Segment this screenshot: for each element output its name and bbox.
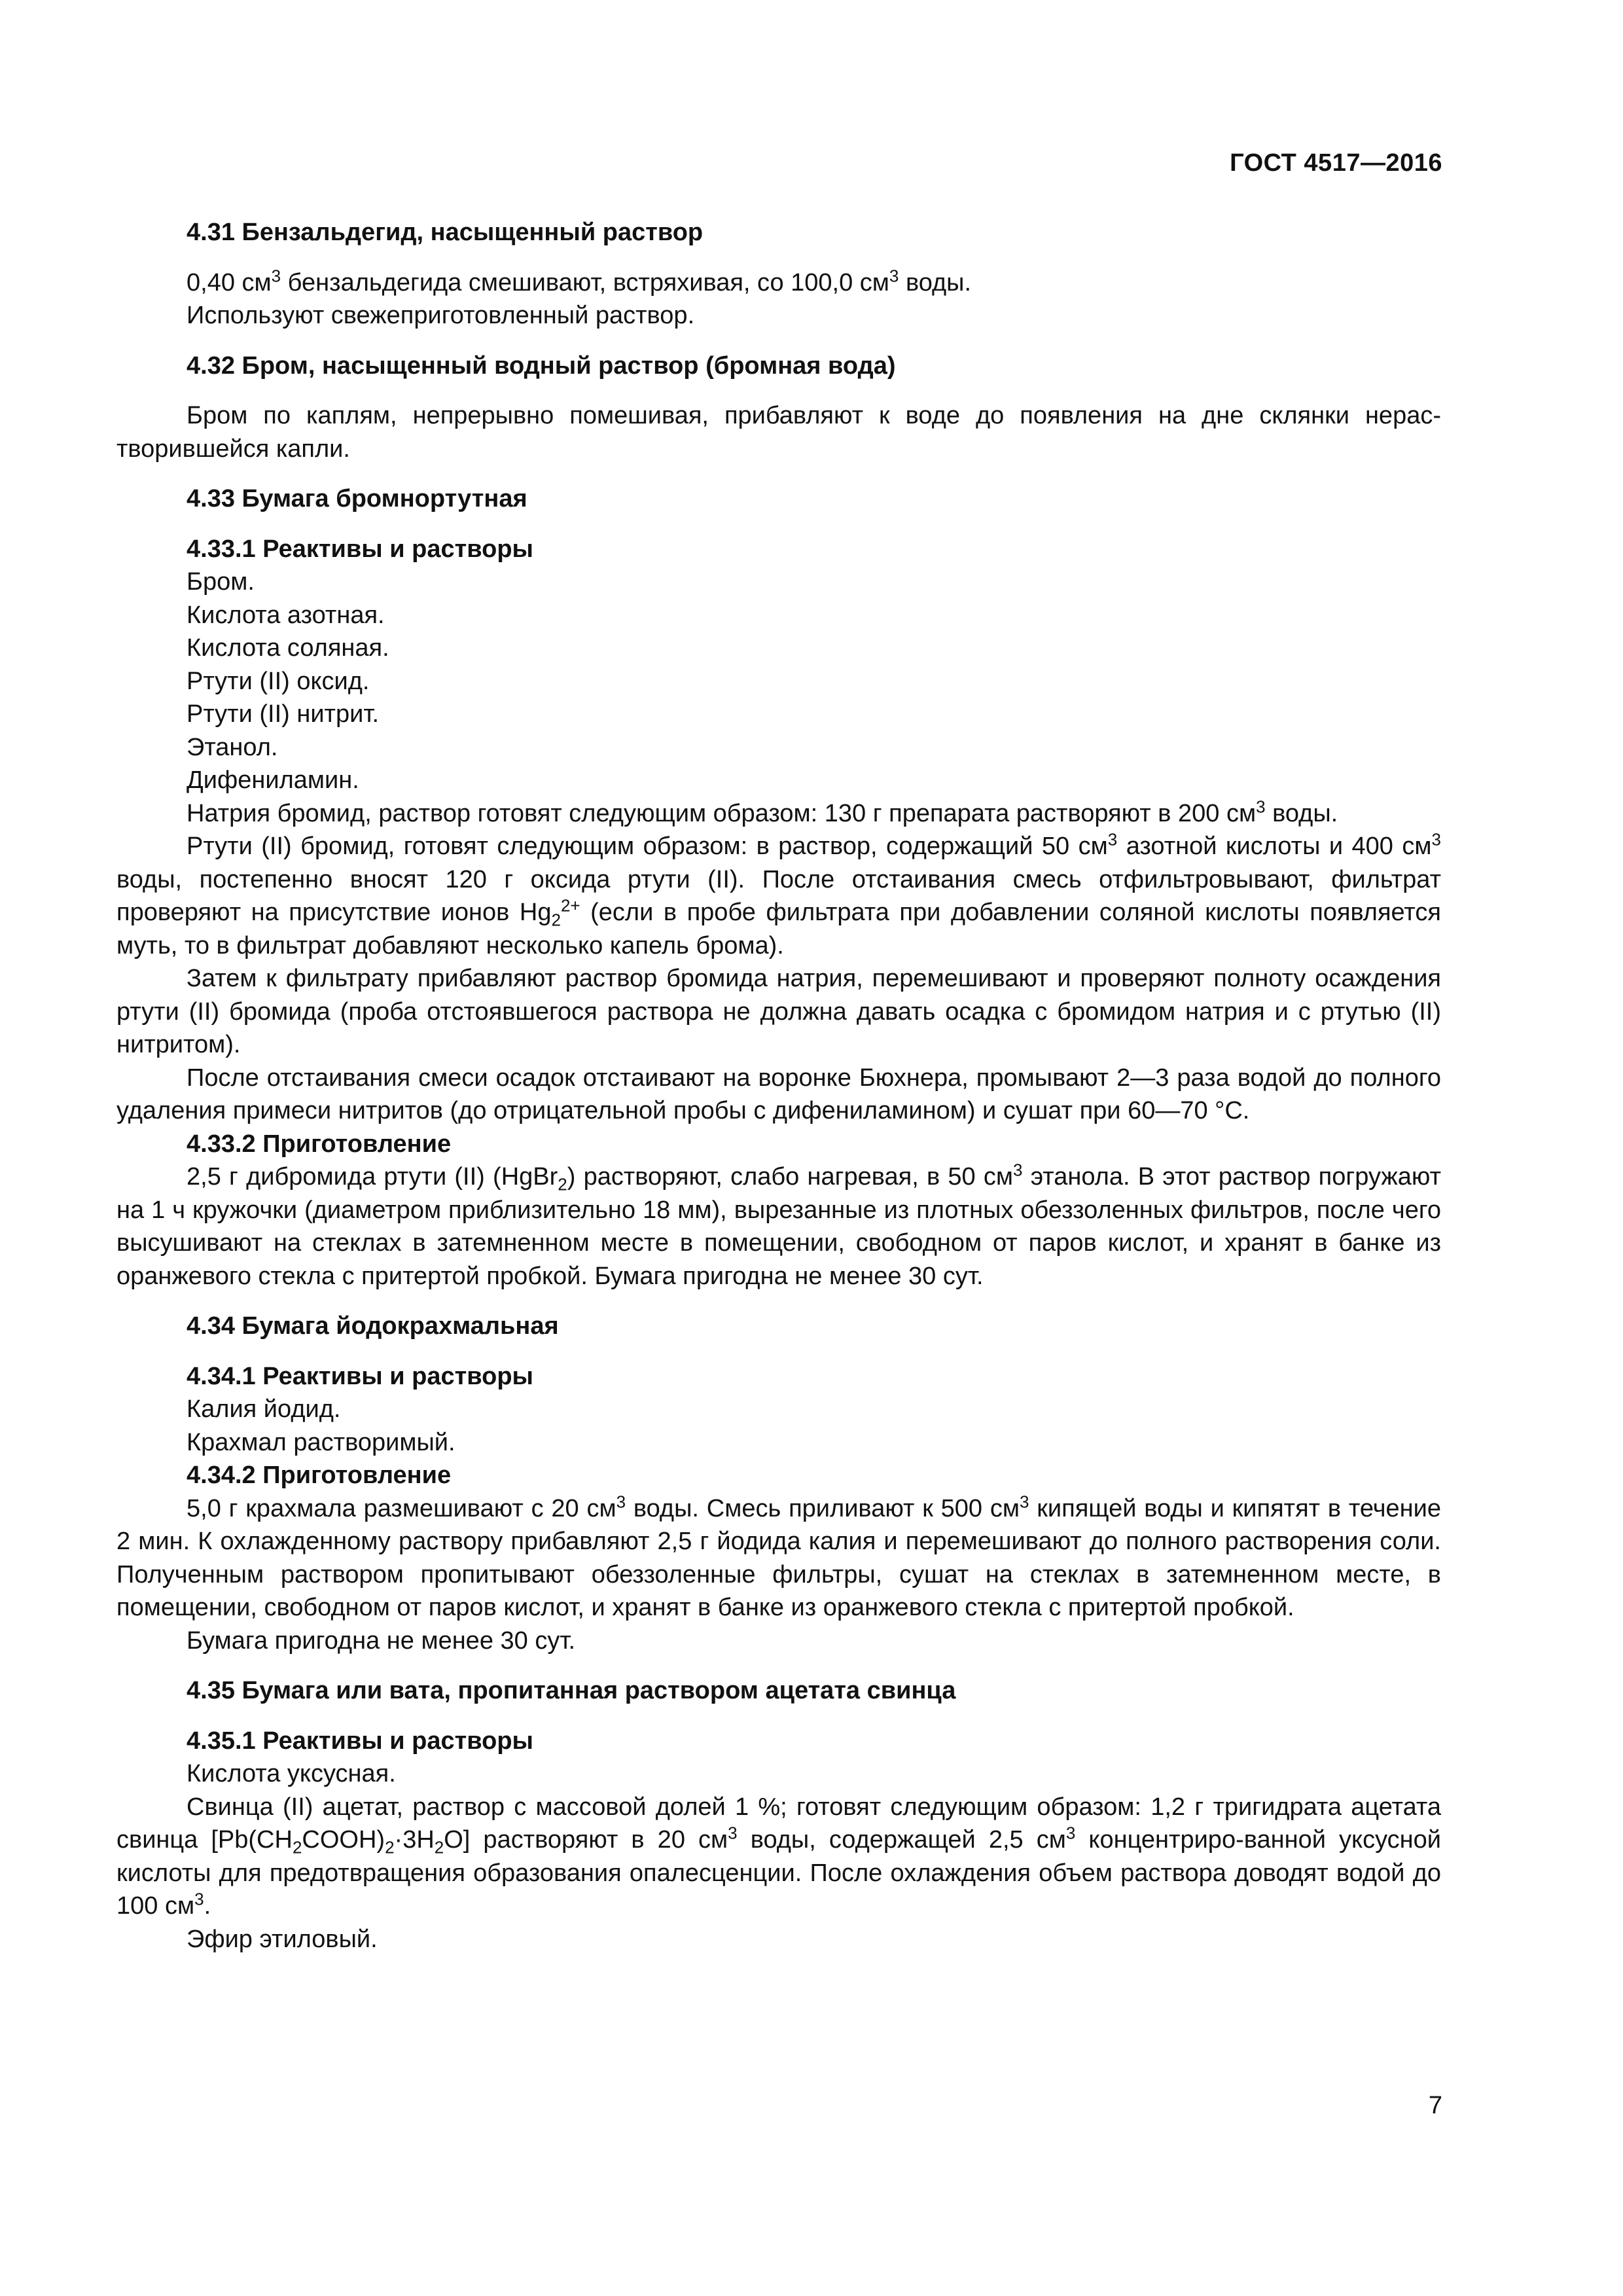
section-4-33-1-heading: 4.33.1 Реактивы и растворы [187, 535, 533, 563]
document-code: ГОСТ 4517—2016 [1230, 149, 1442, 177]
section-4-35-1-heading: 4.35.1 Реактивы и растворы [187, 1727, 533, 1755]
filtrate-paragraph: Затем к фильтрату прибавляют раствор бромида натрия, перемешивают и проверяют полноту осаждения ртути (II) бромида (проба отстоявшегося раствора не должна давать осадка с бромидом натрия и с ртутью (II) нитритом). [116, 965, 1441, 1058]
section-4-33-2-heading: 4.33.2 Приготовление [187, 1130, 452, 1158]
section-4-34-2-validity: Бумага пригодна не менее 30 сут. [187, 1626, 576, 1655]
section-4-32-paragraph: Бром по каплям, непрерывно помешивая, прибавляют к воде до появления на дне склянки нерас-творившейся капли. [116, 402, 1441, 463]
section-4-31-paragraph-1: 0,40 $см^3$ бензальдегида смешивают, встряхивая, со 100,0 $см^3$ воды. [187, 265, 972, 296]
reagent-list-item: Кислота соляная. [187, 634, 389, 662]
reagent-list-item: Кислота азотная. [187, 601, 385, 629]
reagent-list-item: Этанол. [187, 733, 278, 761]
section-4-34-2-paragraph: 5,0 г крахмала размешивают с 20 $см^3$ воды. Смесь приливают к 500 $см^3$ кипящей воды и кипятят в течение 2 мин. К охлажденному раствору прибавляют 2,5 г йодида калия и перемешивают до полного растворения соли. Полученным раствором пропитывают обеззоленные фильтры, сушат на стеклах в затемненном месте, в помещении, свободном от паров кислот, и хранят в банке из оранжевого стекла с притертой пробкой. [116, 1491, 1441, 1621]
lead-acetate-paragraph: Свинца (II) ацетат, раствор с массовой долей 1 %; готовят следующим образом: 1,2 г тригидрата ацетата свинца $[Pb(CH_2COOH)_2\cdot 3H_2O]$ растворяют в 20 $см^3$ воды, содержащей 2,5 $см^3$ концентриро-ванной уксусной кислоты для предотвращения образования опалесценции. После охлаждения объем раствора доводят водой до 100 $см^3$. [116, 1793, 1441, 1920]
section-4-33-heading: 4.33 Бумага бромнортутная [187, 485, 527, 512]
section-4-34-heading: 4.34 Бумага йодокрахмальная [187, 1312, 559, 1340]
buchner-paragraph: После отстаивания смеси осадок отстаивают на воронке Бюхнера, промывают 2—3 раза водой до полного удаления примеси нитритов (до отрицательной пробы с дифениламином) и сушат при 60—70 °С. [116, 1064, 1441, 1124]
page-content [116, 216, 1441, 1956]
page-number: 7 [1428, 2092, 1442, 2119]
section-4-31-paragraph-2: Используют свежеприготовленный раствор. [187, 302, 695, 329]
section-4-35-heading: 4.35 Бумага или вата, пропитанная раствором ацетата свинца [187, 1677, 956, 1704]
reagent-list-item: Ртути (II) оксид. [187, 667, 370, 695]
section-4-33-2-paragraph: 2,5 г дибромида ртути (II) (HgBr$_2$) растворяют, слабо нагревая, в 50 $см^3$ этанола. В этот раствор погружают на 1 ч кружочки (диаметром приблизительно 18 мм), вырезанные из плотных обеззоленных фильтров, после чего высушивают на стеклах в затемненном месте в помещении, свободном от паров кислот, и хранят в банке из оранжевого стекла с притертой пробкой. Бумага пригодна не менее 30 сут. [116, 1160, 1442, 1290]
reagent-list-item: Дифениламин. [187, 766, 359, 794]
reagent-list-item: Калия йодид. [187, 1395, 341, 1423]
reagent-list-item: Эфир этиловый. [187, 1925, 378, 1953]
section-4-31-heading: 4.31 Бензальдегид, насыщенный раствор [187, 219, 704, 246]
reagent-list-item: Бром. [187, 568, 255, 596]
reagent-list-item: Кислота уксусная. [187, 1760, 396, 1787]
section-4-32-heading: 4.32 Бром, насыщенный водный раствор (бромная вода) [187, 351, 896, 380]
reagent-list-item: Ртути (II) нитрит. [187, 700, 380, 728]
section-4-34-2-heading: 4.34.2 Приготовление [187, 1462, 452, 1489]
reagent-list-item: Крахмал растворимый. [187, 1428, 455, 1456]
mercury-bromide-paragraph: Ртути (II) бромид, готовят следующим образом: в раствор, содержащий 50 $см^3$ азотной кислоты и 400 $см^3$ воды, постепенно вносят 120 г оксида ртути (II). После отстаивания смесь отфильтровывают, фильтрат проверяют на присутствие ионов $Hg_2^{2+}$ (если в пробе фильтрата при добавлении соляной кислоты появляется муть, то в фильтрат добавляют несколько капель брома). [116, 829, 1441, 960]
sodium-bromide-paragraph: Натрия бромид, раствор готовят следующим образом: 130 г препарата растворяют в 200 $см^3$ воды. [187, 796, 1338, 827]
section-4-34-1-heading: 4.34.1 Реактивы и растворы [187, 1362, 533, 1390]
